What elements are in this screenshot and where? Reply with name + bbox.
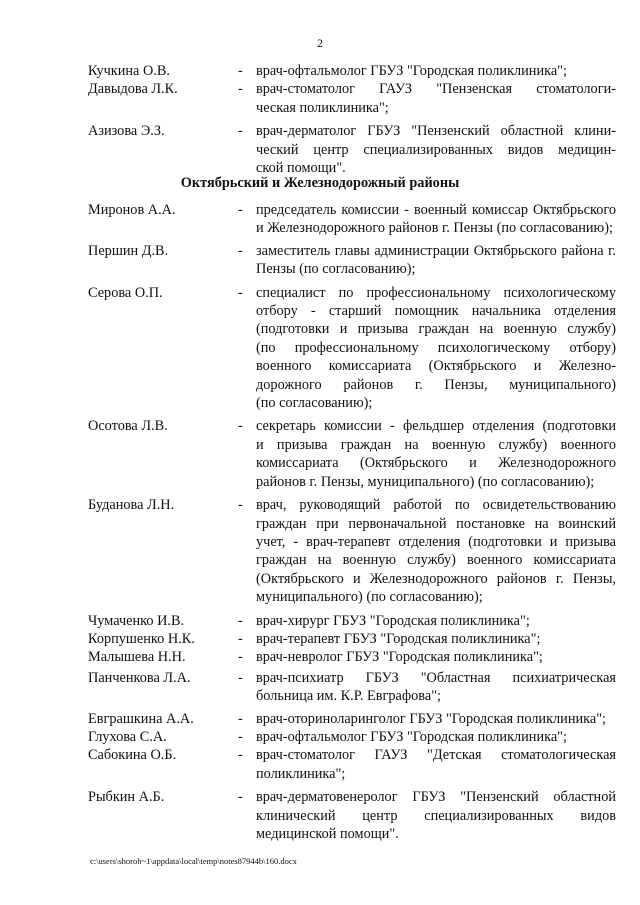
role-line: (по согласованию);	[256, 395, 373, 412]
member-entry	[88, 201, 616, 238]
member-entry	[88, 284, 616, 413]
member-entry	[88, 62, 616, 80]
role-line: врач-офтальмолог ГБУЗ "Городская поликлиника";	[256, 63, 567, 79]
member-entry	[88, 746, 616, 783]
member-role	[256, 80, 616, 117]
role-line: муниципального) (по согласованию);	[256, 589, 483, 606]
role-line: специалист по профессиональному психологическому	[256, 284, 616, 301]
role-line: врач, руководящий работой по освидетельствованию	[256, 497, 616, 514]
role-line: (Октябрьского и Железнодорожного районов г. Пензы,	[256, 570, 616, 587]
role-line: врач-терапевт ГБУЗ "Городская поликлиника";	[256, 630, 541, 647]
entry-dash: -	[238, 612, 243, 629]
role-line: граждан при первоначальной постановке на воинский	[256, 515, 616, 532]
member-role	[256, 648, 616, 666]
role-line: врач-дерматовенеролог ГБУЗ "Пензенский областной	[256, 789, 616, 806]
member-entry	[88, 710, 616, 728]
member-role	[256, 242, 616, 279]
role-line: больница им. К.Р. Евграфова";	[256, 688, 442, 705]
member-entry	[88, 669, 616, 706]
member-name: Кучкина О.В.	[88, 63, 170, 79]
member-role	[256, 284, 616, 413]
member-entry	[88, 417, 616, 491]
role-line: медицинской помощи".	[256, 826, 399, 842]
page-number: 2	[317, 36, 323, 50]
entry-dash: -	[238, 202, 243, 218]
member-entry	[88, 648, 616, 666]
member-entry	[88, 728, 616, 746]
member-name: Серова О.П.	[88, 284, 163, 301]
role-line: отбору - старший помощник начальника отделения	[256, 303, 616, 320]
entry-dash: -	[238, 123, 243, 140]
role-line: врач-стоматолог ГАУЗ "Детская стоматологическая	[256, 747, 616, 764]
role-line: граждан на военную службу) военного комиссариата	[256, 552, 616, 569]
member-role	[256, 788, 616, 843]
member-entry	[88, 788, 616, 843]
member-name: Першин Д.В.	[88, 242, 169, 259]
role-line: и призыва граждан на военную службу) военного	[256, 436, 616, 453]
member-role	[256, 728, 616, 746]
member-role	[256, 122, 616, 177]
role-line: комиссариата (Октябрьского и Железнодорожного	[256, 455, 616, 472]
role-line: секретарь комиссии - фельдшер отделения (подготовки	[256, 418, 616, 435]
footer-file-path: c:\users\shoroh~1\appdata\local\temp\notes87944b\160.docx	[90, 856, 297, 866]
entry-dash: -	[238, 497, 243, 514]
member-name: Осотова Л.В.	[88, 418, 168, 435]
entry-dash: -	[238, 242, 243, 259]
entry-dash: -	[238, 728, 243, 745]
role-line: дорожного районов г. Пензы, муниципального)	[256, 376, 616, 393]
member-name: Корпушенко Н.К.	[88, 630, 195, 647]
member-name: Малышева Н.Н.	[88, 649, 186, 666]
entry-dash: -	[238, 747, 243, 764]
member-name: Чумаченко И.В.	[88, 612, 185, 629]
entry-dash: -	[238, 630, 243, 647]
entry-dash: -	[238, 669, 243, 686]
role-line: (по профессиональному психологическому отбору)	[256, 339, 616, 356]
member-name: Глухова С.А.	[88, 728, 167, 745]
member-entry	[88, 612, 616, 630]
entry-dash: -	[238, 418, 243, 435]
entry-dash: -	[238, 649, 243, 666]
role-line: врач-невролог ГБУЗ "Городская поликлиника";	[256, 649, 543, 666]
role-line: врач-хирург ГБУЗ "Городская поликлиника";	[256, 612, 530, 629]
member-role	[256, 630, 616, 648]
member-role	[256, 612, 616, 630]
member-name: Евграшкина А.А.	[88, 710, 194, 727]
role-line: врач-офтальмолог ГБУЗ "Городская поликлиника";	[256, 728, 567, 745]
member-role	[256, 669, 616, 706]
member-name: Сабокина О.Б.	[88, 747, 177, 764]
role-line: и Железнодорожного районов г. Пензы (по согласованию);	[256, 220, 613, 237]
role-line: председатель комиссии - военный комиссар Октябрьского	[256, 202, 616, 218]
member-role	[256, 62, 616, 80]
role-line: (подготовки и призыва граждан на военную службу)	[256, 321, 616, 338]
role-line: районов г. Пензы, муниципального) (по согласованию);	[256, 473, 595, 490]
role-line: учет, - врач-терапевт отделения (подготовки и призыва	[256, 533, 616, 550]
member-entry	[88, 496, 616, 606]
main-entries-list	[88, 201, 616, 843]
member-name: Панченкова Л.А.	[88, 669, 191, 686]
entry-dash: -	[238, 63, 243, 79]
member-name: Азизова Э.З.	[88, 123, 165, 140]
member-role	[256, 746, 616, 783]
member-name: Миронов А.А.	[88, 202, 176, 218]
member-entry	[88, 630, 616, 648]
role-line: заместитель главы администрации Октябрьского района г.	[256, 242, 616, 259]
entry-dash: -	[238, 710, 243, 727]
role-line: поликлиника";	[256, 765, 346, 782]
role-line: клинический центр специализированных видов	[256, 807, 616, 824]
section-heading: Октябрьский и Железнодорожный районы	[180, 175, 460, 191]
member-entry	[88, 122, 616, 177]
entry-dash: -	[238, 284, 243, 301]
role-line: ческий центр специализированных видов медицин-	[256, 141, 616, 158]
member-role	[256, 417, 616, 491]
entry-dash: -	[238, 789, 243, 806]
role-line: Пензы (по согласованию);	[256, 261, 416, 278]
member-entry	[88, 80, 616, 117]
role-line: врач-психиатр ГБУЗ "Областная психиатрическая	[256, 669, 616, 686]
member-entry	[88, 242, 616, 279]
role-line: врач-стоматолог ГАУЗ "Пензенская стоматологи-	[256, 81, 616, 98]
member-name: Давыдова Л.К.	[88, 81, 178, 98]
member-name: Рыбкин А.Б.	[88, 789, 165, 806]
member-name: Буданова Л.Н.	[88, 497, 175, 514]
role-line: врач-дерматолог ГБУЗ "Пензенский областной клини-	[256, 123, 616, 140]
top-entries-list	[88, 62, 616, 177]
member-role	[256, 496, 616, 606]
entry-dash: -	[238, 81, 243, 98]
role-line: военного комиссариата (Октябрьского и Железно-	[256, 358, 616, 375]
role-line: врач-оториноларинголог ГБУЗ "Городская поликлиника";	[256, 710, 607, 727]
role-line: ческая поликлиника";	[256, 99, 389, 116]
member-role	[256, 201, 616, 238]
member-role	[256, 710, 616, 728]
role-line: ской помощи".	[256, 160, 346, 177]
